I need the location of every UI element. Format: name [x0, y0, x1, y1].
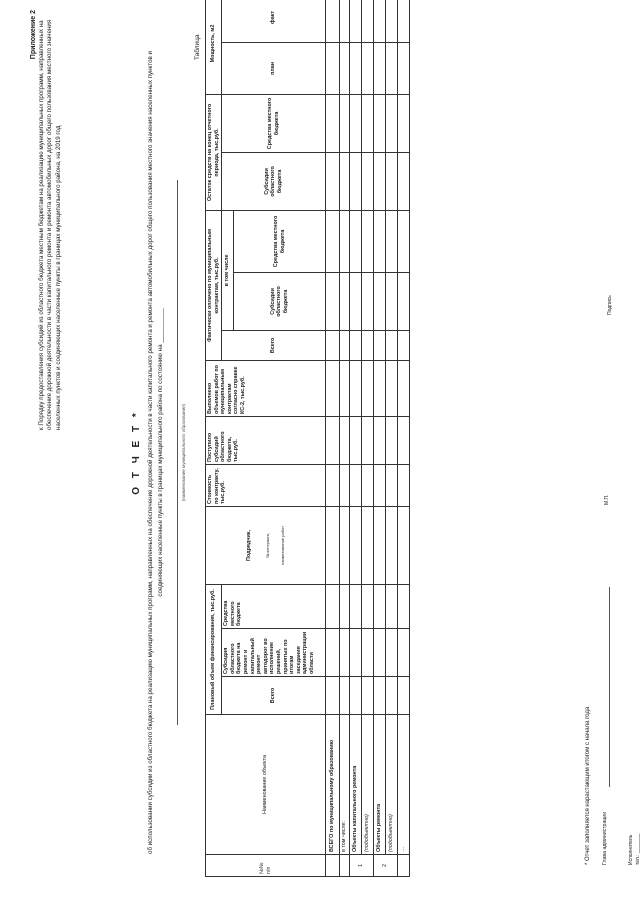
- row-num: [397, 855, 409, 877]
- col-header-completed: Выполнено объемов работ по муниципальным контрактам согласно справке КС-2, тыс.руб.: [206, 360, 326, 416]
- col-header-num: №№ п/п: [206, 855, 326, 877]
- appendix-block: [30, 10, 63, 430]
- footnote: * Отчет заполняется нарастающим итогом с начала года: [585, 706, 591, 865]
- col-header-actual-regional: Субсидии областного бюджета: [234, 272, 326, 330]
- col-header-name: Наименование объекта: [206, 715, 326, 855]
- appendix-text: к Порядку предоставления субсидий из областного бюджета местным бюджетам на реализацию муниципальных программ, направленных на обеспечение дорожной деятельности в части капитального ремонта и ремонта автомобильных дорог общего пользования местного значения населенных пунктов и соединяющих населенные пункты в границах муниципального района, на 2019 год: [38, 19, 62, 430]
- row-num: 1: [349, 855, 373, 877]
- col-header-cap-plan: план: [222, 42, 326, 94]
- appendix-title: Приложение 2: [30, 10, 37, 60]
- row-name: (подобъектно): [361, 715, 373, 855]
- row-num: [326, 855, 340, 877]
- table-label: Таблица: [194, 34, 201, 60]
- report-table: [205, 0, 410, 877]
- col-header-actual-total: Всего: [222, 330, 326, 360]
- col-header-plan-total: Всего: [222, 677, 326, 715]
- col-header-actual-local: Средства местного бюджета: [234, 210, 326, 272]
- col-header-plan-local: Средства местного бюджета: [222, 584, 326, 628]
- col-header-balance-local: Средства местного бюджета: [222, 94, 326, 152]
- municipality-line: [177, 180, 178, 725]
- row-name: (подобъектно): [385, 715, 397, 855]
- report-title: О Т Ч Е Т *: [131, 410, 142, 495]
- executor-label: Исполнитель: [628, 834, 634, 865]
- row-num: 2: [373, 855, 397, 877]
- row-name: Объекты ремонта: [373, 715, 385, 855]
- row-name: …: [397, 715, 409, 855]
- municipality-caption: (наименование муниципального образования): [181, 403, 186, 502]
- contractor-label: Подрядчик,: [246, 530, 253, 561]
- executor-block: [628, 834, 642, 865]
- signature-label: Подпись: [607, 295, 613, 315]
- contract-name-label: наименование работ: [279, 526, 285, 565]
- col-header-cap-fact: факт: [222, 0, 326, 42]
- col-header-received: Поступило субсидий областного бюджета, тыс.руб.: [206, 416, 326, 464]
- col-header-plan-regional: Субсидия областного бюджета на ремонт и капитальный ремонт автодорог во исполнение решений, принятых по итогам заседания администрации области: [222, 629, 326, 677]
- row-name: Объекты капитального ремонта: [349, 715, 361, 855]
- col-header-incl: в том числе: [222, 210, 234, 330]
- col-header-actual: Фактически оплачено по муниципальным контрактам, тыс.руб.: [206, 210, 222, 360]
- row-num: [340, 855, 350, 877]
- col-header-contractor: [206, 506, 326, 584]
- head-of-administration-label: Глава администрации: [602, 811, 608, 865]
- col-header-capacity: Мощность, м2: [206, 0, 222, 94]
- report-subtitle: об использовании субсидии из областного бюджета на реализацию муниципальных программ, направленных на обеспечение дорожной деятельности в части капитального ремонта и ремонта автомобильных дорог общего пользования местного значения населенных пунктов и соединяющих населенные пункты в границах муниципального района по состоянию на __________: [147, 51, 164, 854]
- col-header-balance-regional: Субсидии областного бюджета: [222, 152, 326, 210]
- stamp-place-label: М.П.: [604, 494, 610, 505]
- contract-no-label: № контракта,: [264, 533, 270, 558]
- row-name: ВСЕГО по муниципальному образованию: [326, 715, 340, 855]
- col-header-balance: Остаток средств на конец отчетного периода, тыс.руб.: [206, 94, 222, 210]
- row-name: в том числе:: [340, 715, 350, 855]
- signature-line: [609, 587, 610, 787]
- col-header-plan: Плановый объем финансирования, тыс.руб.: [206, 584, 222, 714]
- col-header-contract-cost: Стоимость по контракту, тыс.руб.: [206, 464, 326, 506]
- phone-label: тел.: _______: [635, 833, 641, 865]
